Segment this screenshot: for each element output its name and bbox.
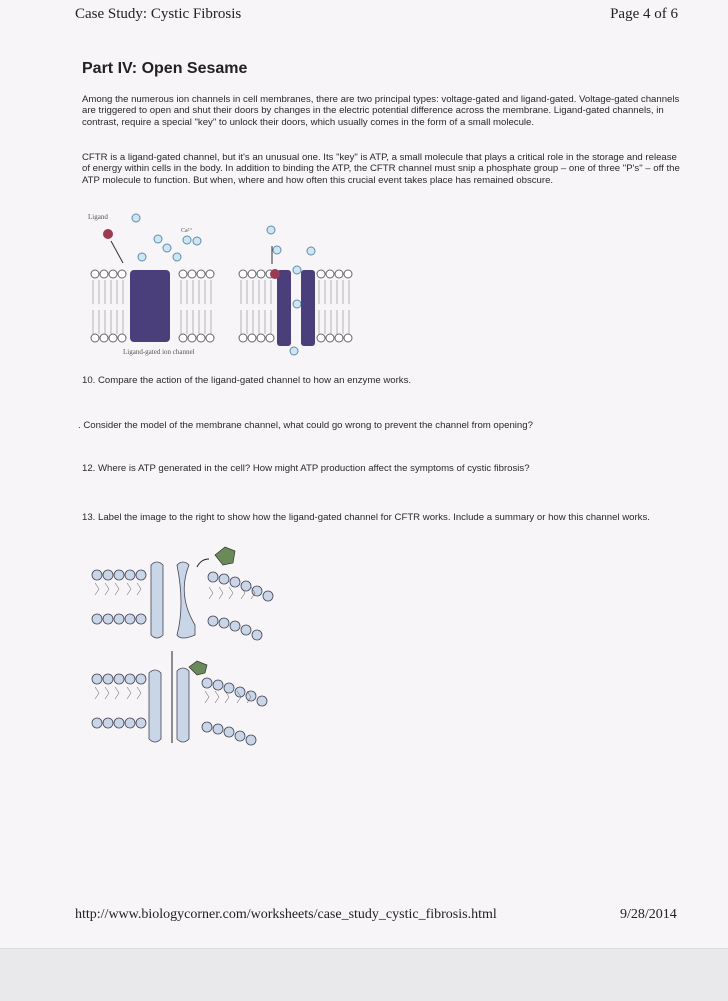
cftr-channel-diagram <box>85 543 285 748</box>
question-11: . Consider the model of the membrane channel, what could go wrong to prevent the channel from opening? <box>78 420 533 431</box>
footer-url[interactable]: http://www.biologycorner.com/worksheets/case_study_cystic_fibrosis.html <box>75 907 497 922</box>
cftr-paragraph: CFTR is a ligand-gated channel, but it's an unusual one. Its "key" is ATP, a small molecule that plays a critical role in the storage and release of energy within cells in the body. In addition to binding the ATP, the CFTR channel must snip a phosphate group – one of three "P's" – off the ATP molecule to function. But when, where and how often this crucial event takes place has remained obscure. <box>82 152 680 186</box>
ligand-label: Ligand <box>88 213 108 221</box>
question-10: 10. Compare the action of the ligand-gated channel to how an enzyme works. <box>82 375 412 386</box>
question-12: 12. Where is ATP generated in the cell? How might ATP production affect the symptoms of cystic fibrosis? <box>82 463 530 474</box>
intro-paragraph: Among the numerous ion channels in cell membranes, there are two principal types: voltage-gated and ligand-gated. Voltage-gated channels are triggered to open and shut their doors by changes in the electric potential difference across the membrane. Ligand-gated channels, in contrast, require a special "key" to unlock their doors, which usually comes in the form of a small molecule. <box>82 94 680 128</box>
ligand-gated-channel-figure <box>85 208 365 360</box>
section-title: Part IV: Open Sesame <box>82 60 248 77</box>
ligand-molecule <box>103 229 113 239</box>
ion-label: Ca²⁺ <box>181 228 193 234</box>
footer-date: 9/28/2014 <box>620 907 677 922</box>
scan-edge <box>0 948 728 1001</box>
page-number: Page 4 of 6 <box>610 6 678 22</box>
header-title: Case Study: Cystic Fibrosis <box>75 6 242 22</box>
figure-caption: Ligand-gated ion channel <box>123 348 195 356</box>
question-13: 13. Label the image to the right to show how the ligand-gated channel for CFTR works. Include a summary or how this channel works. <box>82 512 650 523</box>
